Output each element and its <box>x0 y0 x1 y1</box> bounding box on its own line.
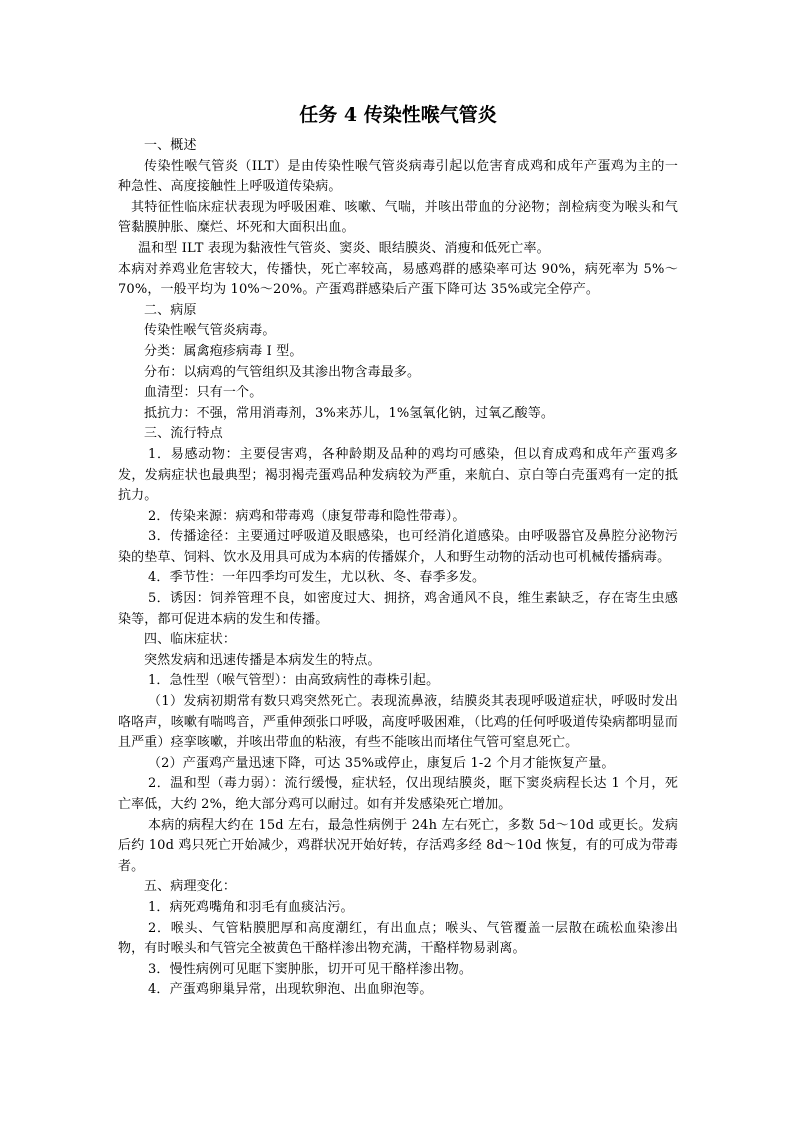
paragraph: 4．季节性：一年四季均可发生，尤以秋、冬、春季多发。 <box>148 570 486 586</box>
paragraph: 突然发病和迅速传播是本病发生的特点。 <box>144 652 381 668</box>
paragraph: 分布：以病鸡的气管组织及其渗出物含毒最多。 <box>144 364 421 380</box>
paragraph: 本病的病程大约在 15d 左右，最急性病例于 24h 左右死亡，多数 5d～10d 或更长。发病后约 10d 鸡只死亡开始减少，鸡群状况开始好转，存活鸡多经 8d～10d 恢复，有的可成为带毒者。 <box>118 817 678 874</box>
section-heading-overview: 一、概述 <box>144 138 197 153</box>
paragraph: 2．喉头、气管粘膜肥厚和高度潮红，有出血点；喉头、气管覆盖一层散在疏松血染渗出物，有时喉头和气管完全被黄色干酪样渗出物充满，干酪样物易剥离。 <box>118 920 678 957</box>
paragraph: 3．慢性病例可见眶下窦肿胀，切开可见干酪样渗出物。 <box>148 961 473 977</box>
paragraph: 传染性喉气管炎病毒。 <box>144 323 276 339</box>
paragraph: 1．易感动物：主要侵害鸡，各种龄期及品种的鸡均可感染，但以育成鸡和成年产蛋鸡多发，发病症状也最典型；褐羽褐壳蛋鸡品种发病较为严重，来航白、京白等白壳蛋鸡有一定的抵抗力。 <box>118 446 678 504</box>
paragraph: 血清型：只有一个。 <box>144 385 263 401</box>
paragraph: 1．急性型（喉气管型）：由高致病性的毒株引起。 <box>148 673 440 689</box>
paragraph: 分类：属禽疱疹病毒 I 型。 <box>144 343 303 359</box>
paragraph: 3．传播途径：主要通过呼吸道及眼感染，也可经消化道感染。由呼吸器官及鼻腔分泌物污染的垫草、饲料、饮水及用具可成为本病的传播媒介，人和野生动物的活动也可机械传播病毒。 <box>118 529 678 565</box>
document-body <box>118 136 678 1001</box>
document-title: 任务 4 传染性喉气管炎 <box>299 104 497 126</box>
section-heading-pathogen: 二、病原 <box>144 302 197 318</box>
paragraph: 2．温和型（毒力弱）：流行缓慢，症状轻，仅出现结膜炎，眶下窦炎病程长达 1 个月，死亡率低，大约 2%，绝大部分鸡可以耐过。如有并发感染死亡增加。 <box>118 776 678 812</box>
paragraph: 2．传染来源：病鸡和带毒鸡（康复带毒和隐性带毒）。 <box>148 508 466 524</box>
paragraph: 5．诱因：饲养管理不良，如密度过大、拥挤，鸡舍通风不良，维生素缺乏，存在寄生虫感染等，都可促进本病的发生和传播。 <box>118 591 678 627</box>
paragraph: 1．病死鸡嘴角和羽毛有血痰沾污。 <box>148 899 354 915</box>
paragraph: （1）发病初期常有数只鸡突然死亡。表现流鼻液，结膜炎其表现呼吸道症状，呼吸时发出咯咯声，咳嗽有喘鸣音，严重伸颈张口呼吸，高度呼吸困难，（比鸡的任何呼吸道传染病都明显而且严重）痉挛咳嗽，并咳出带血的粘液，有些不能咳出而堵住气管可窒息死亡。 <box>118 694 678 751</box>
paragraph: 传染性喉气管炎（ILT）是由传染性喉气管炎病毒引起以危害育成鸡和成年产蛋鸡为主的一种急性、高度接触性上呼吸道传染病。 <box>118 158 678 195</box>
section-heading-symptoms: 四、临床症状： <box>144 632 237 648</box>
paragraph: 本病对养鸡业危害较大，传播快，死亡率较高，易感鸡群的感染率可达 90%，病死率为 5%～70%，一般平均为 10%～20%。产蛋鸡群感染后产蛋下降可达 35%或完全停产。 <box>118 261 678 298</box>
paragraph: 其特征性临床症状表现为呼吸困难、咳嗽、气喘，并咳出带血的分泌物；剖检病变为喉头和气管黏膜肿胀、糜烂、坏死和大面积出血。 <box>118 199 678 236</box>
paragraph: 抵抗力：不强，常用消毒剂，3%来苏儿，1%氢氧化钠，过氧乙酸等。 <box>144 405 555 421</box>
paragraph: 4．产蛋鸡卵巢异常，出现软卵泡、出血卵泡等。 <box>148 982 433 998</box>
section-heading-pathology: 五、病理变化： <box>144 879 237 895</box>
paragraph: （2）产蛋鸡产量迅速下降，可达 35%或停止，康复后 1-2 个月才能恢复产量。 <box>148 755 615 771</box>
section-heading-epidemiology: 三、流行特点 <box>144 426 223 442</box>
paragraph: 温和型 ILT 表现为黏液性气管炎、窦炎、眼结膜炎、消瘦和低死亡率。 <box>138 240 550 256</box>
